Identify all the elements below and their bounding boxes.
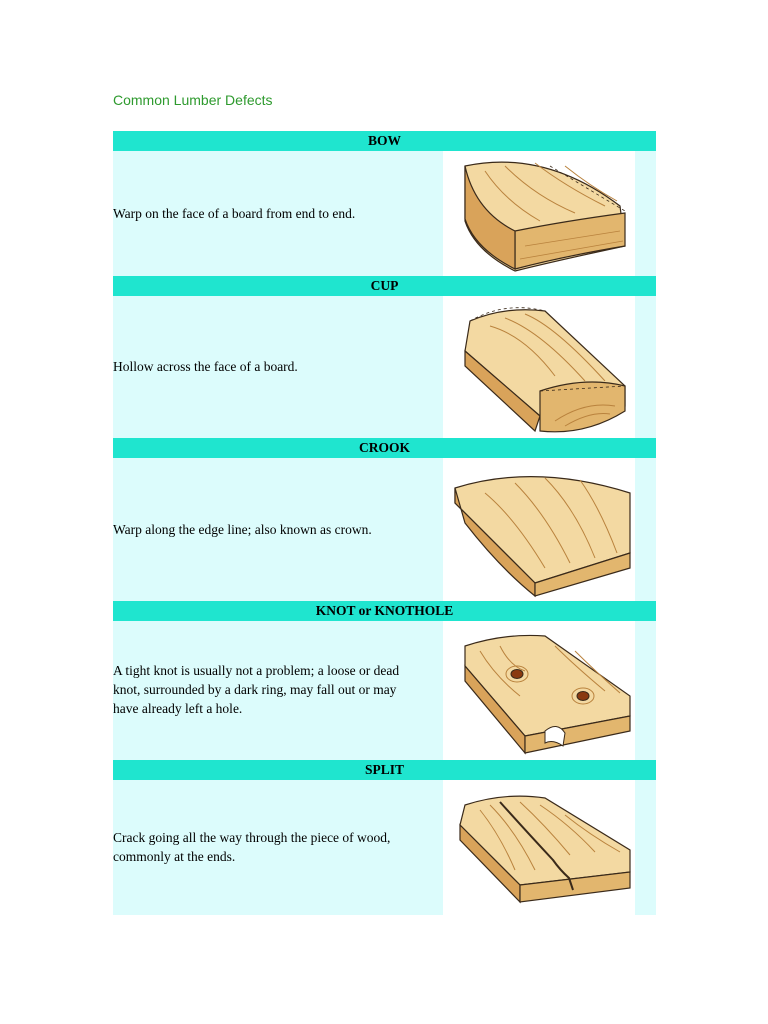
- defect-description-crook: Warp along the edge line; also known as crown.: [113, 522, 372, 537]
- defect-header-knot: KNOT or KNOTHOLE: [113, 601, 656, 621]
- defects-table: [113, 131, 656, 915]
- defect-header-cup: CUP: [113, 276, 656, 296]
- defect-description-knot: A tight knot is usually not a problem; a loose or dead knot, surrounded by a dark ring, may fall out or may have already left a hole.: [113, 663, 400, 716]
- crook-board-illustration: [445, 458, 635, 601]
- defect-description-split: Crack going all the way through the piece of wood, commonly at the ends.: [113, 830, 391, 864]
- split-board-illustration: [445, 780, 635, 915]
- defect-description-bow: Warp on the face of a board from end to end.: [113, 206, 356, 221]
- defect-row-crook: [113, 458, 656, 601]
- page-title: Common Lumber Defects: [113, 92, 273, 108]
- defect-description-cup: Hollow across the face of a board.: [113, 359, 298, 374]
- knothole-board-illustration: [445, 621, 635, 760]
- defect-header-crook: CROOK: [113, 438, 656, 458]
- defect-row-bow: [113, 151, 656, 276]
- defect-header-split: SPLIT: [113, 760, 656, 780]
- defect-row-knot: [113, 621, 656, 760]
- defect-header-bow: BOW: [113, 131, 656, 151]
- defect-row-cup: [113, 296, 656, 438]
- defect-row-split: [113, 780, 656, 915]
- cup-board-illustration: [445, 296, 635, 438]
- bow-board-illustration: [445, 151, 635, 276]
